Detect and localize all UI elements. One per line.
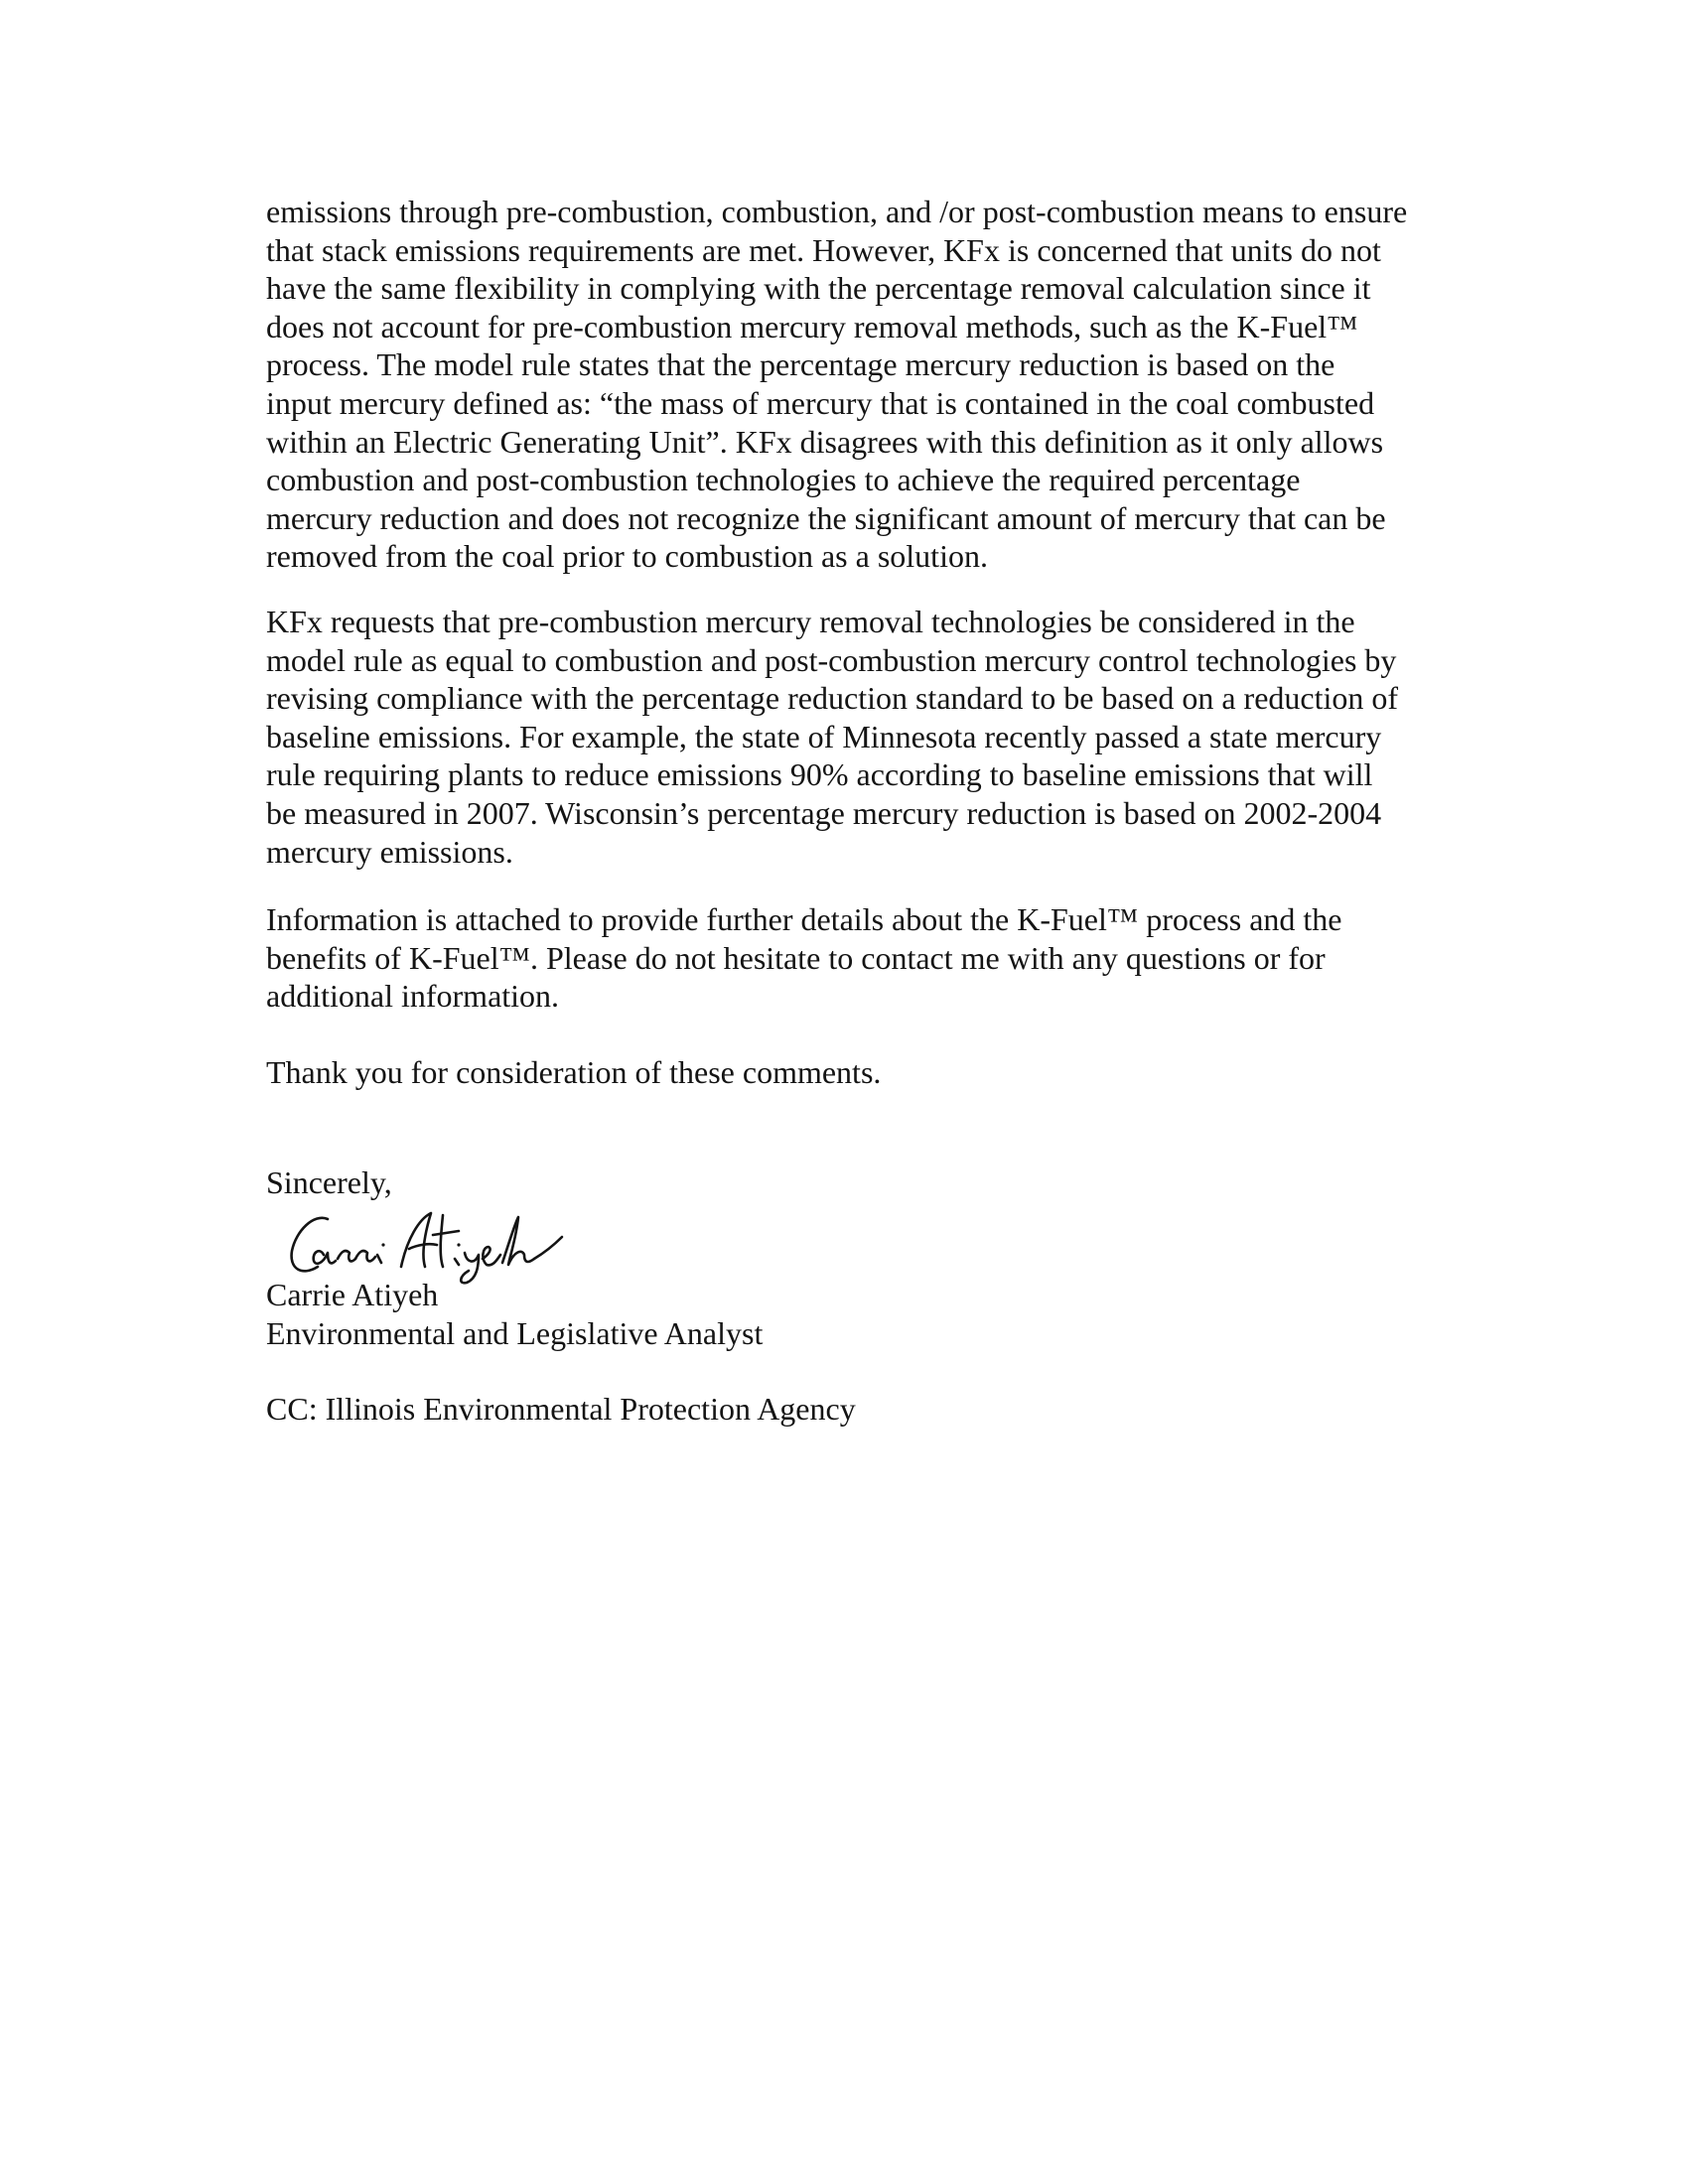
paragraph-line: benefits of K-Fuel™. Please do not hesitate to contact me with any questions or for bbox=[266, 939, 1326, 976]
paragraph-line: have the same flexibility in complying with the percentage removal calculation since it bbox=[266, 270, 1371, 307]
body-paragraph-1 bbox=[266, 193, 1458, 576]
paragraph-line: Thank you for consideration of these comments. bbox=[266, 1054, 882, 1090]
paragraph-line: Information is attached to provide further details about the K-Fuel™ process and the bbox=[266, 901, 1342, 937]
paragraph-line: revising compliance with the percentage reduction standard to be based on a reduction of bbox=[266, 680, 1399, 717]
paragraph-line: KFx requests that pre-combustion mercury removal technologies be considered in the bbox=[266, 604, 1355, 639]
body-paragraph-3 bbox=[266, 900, 1458, 1016]
paragraph-line: rule requiring plants to reduce emissions 90% according to baseline emissions that will bbox=[266, 756, 1373, 793]
paragraph-line: baseline emissions. For example, the state of Minnesota recently passed a state mercury bbox=[266, 718, 1382, 754]
paragraph-line: emissions through pre-combustion, combustion, and /or post-combustion means to ensure bbox=[266, 194, 1408, 229]
paragraph-line: does not account for pre-combustion mercury removal methods, such as the K-Fuel™ bbox=[266, 308, 1358, 344]
body-paragraph-2 bbox=[266, 603, 1458, 871]
paragraph-line: combustion and post-combustion technologies to achieve the required percentage bbox=[266, 462, 1301, 498]
paragraph-line: input mercury defined as: “the mass of mercury that is contained in the coal combusted bbox=[266, 384, 1375, 421]
signer-title: Environmental and Legislative Analyst bbox=[266, 1315, 764, 1351]
paragraph-line: be measured in 2007. Wisconsin’s percentage mercury reduction is based on 2002-2004 bbox=[266, 794, 1382, 831]
paragraph-line: additional information. bbox=[266, 978, 560, 1015]
paragraph-line: that stack emissions requirements are met. However, KFx is concerned that units do not bbox=[266, 231, 1381, 268]
paragraph-line: within an Electric Generating Unit”. KFx disagrees with this definition as it only allows bbox=[266, 423, 1384, 460]
signer-name: Carrie Atiyeh bbox=[266, 1277, 439, 1312]
body-paragraph-4 bbox=[266, 1053, 1458, 1092]
paragraph-line: removed from the coal prior to combustion as a solution. bbox=[266, 538, 988, 575]
closing-salutation: Sincerely, bbox=[266, 1164, 392, 1200]
handwritten-signature bbox=[284, 1179, 602, 1289]
paragraph-line: mercury emissions. bbox=[266, 833, 513, 870]
paragraph-line: process. The model rule states that the percentage mercury reduction is based on the bbox=[266, 346, 1335, 383]
paragraph-line: model rule as equal to combustion and post-combustion mercury control technologies by bbox=[266, 641, 1397, 678]
paragraph-line: mercury reduction and does not recognize the significant amount of mercury that can be bbox=[266, 499, 1386, 536]
cc-recipient: CC: Illinois Environmental Protection Agency bbox=[266, 1391, 856, 1427]
